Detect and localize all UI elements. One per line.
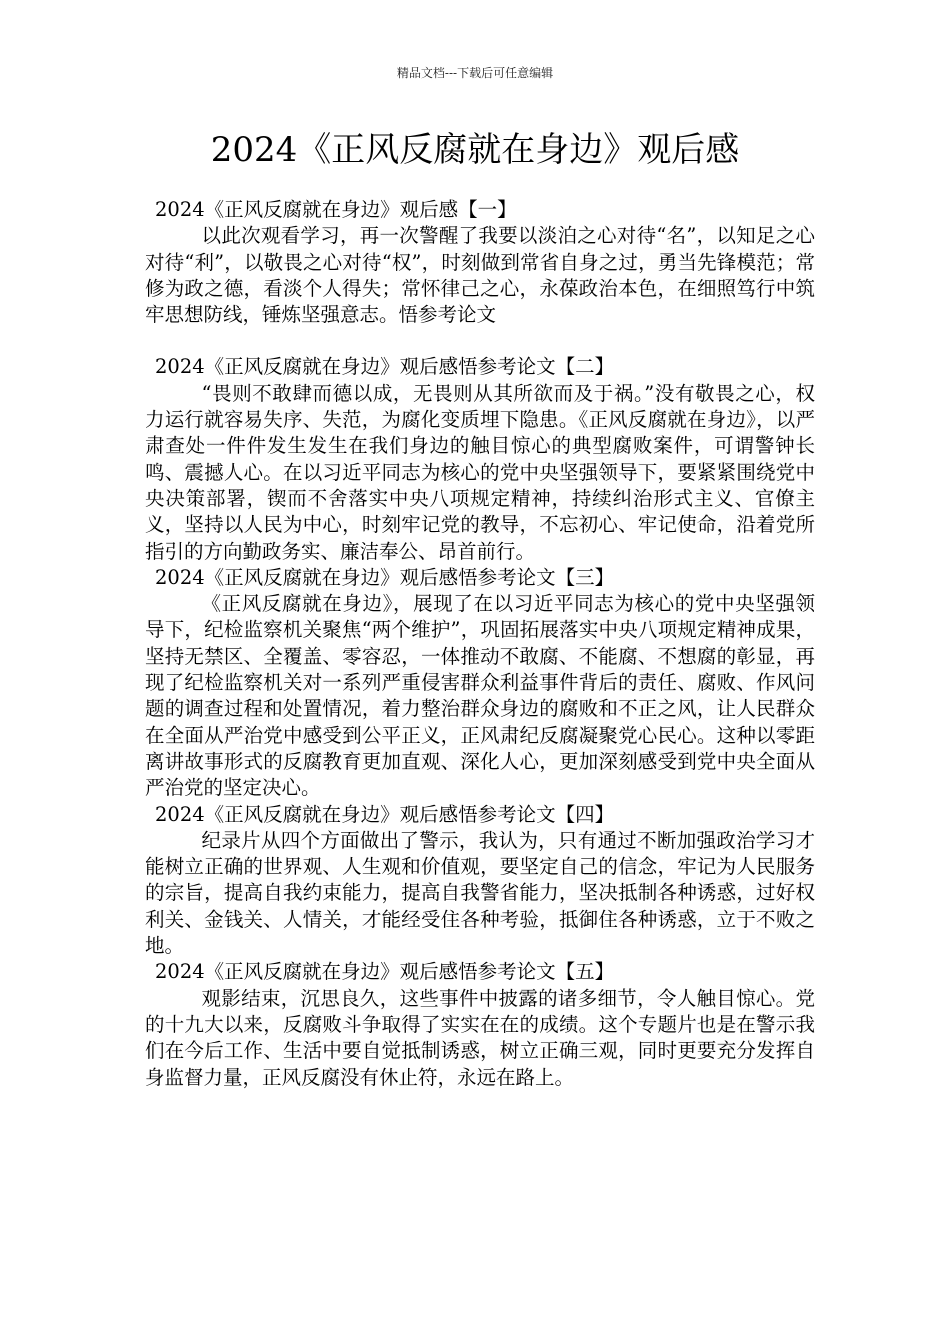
essay-section-4 [145,802,815,960]
section-paragraph: 《正风反腐就在身边》，展现了在以习近平同志为核心的党中央坚强领导下，纪检监察机关聚焦“两个维护”，巩固拓展落实中央八项规定精神成果，坚持无禁区、全覆盖、零容忍，一体推动不敢腐、不能腐、不想腐的彰显，再现了纪检监察机关对一系列严重侵害群众利益事件背后的责任、腐败、作风问题的调查过程和处置情况，着力整治群众身边的腐败和不正之风，让人民群众在全面从严治党中感受到公平正义，正风肃纪反腐凝聚党心民心。这种以零距离讲故事形式的反腐教育更加直观、深化人心，更加深刻感受到党中央全面从严治党的坚定决心。 [145,592,815,800]
section-heading: 2024《正风反腐就在身边》观后感悟参考论文【二】 [155,355,615,379]
essay-section-1 [145,197,815,328]
section-paragraph: 观影结束，沉思良久，这些事件中披露的诸多细节，令人触目惊心。党的十九大以来，反腐败斗争取得了实实在在的成绩。这个专题片也是在警示我们在今后工作、生活中要自觉抵制诱惑，树立正确三观，同时更要充分发挥自身监督力量，正风反腐没有休止符，永远在路上。 [145,986,815,1089]
essay-section-2 [145,354,815,564]
section-paragraph: 以此次观看学习，再一次警醒了我要以淡泊之心对待“名”，以知足之心对待“利”，以敬畏之心对待“权”，时刻做到常省自身之过，勇当先锋模范；常修为政之德，看淡个人得失；常怀律己之心，永葆政治本色，在细照笃行中筑牢思想防线，锤炼坚强意志。悟参考论文 [145,224,815,327]
document-title: 2024《正风反腐就在身边》观后感 [210,130,740,170]
section-heading: 2024《正风反腐就在身边》观后感【一】 [155,198,517,221]
blank-line [145,328,815,354]
section-heading: 2024《正风反腐就在身边》观后感悟参考论文【五】 [155,960,615,984]
section-paragraph: “畏则不敢肆而德以成，无畏则从其所欲而及于祸。”没有敬畏之心，权力运行就容易失序、失范，为腐化变质埋下隐患。《正风反腐就在身边》，以严肃查处一件件发生发生在我们身边的触目惊心的典型腐败案件，可谓警钟长鸣、震撼人心。在以习近平同志为核心的党中央坚强领导下，要紧紧围绕党中央决策部署，锲而不舍落实中央八项规定精神，持续纠治形式主义、官僚主义，坚持以人民为中心，时刻牢记党的教导，不忘初心、牢记使命，沿着党所指引的方向勤政务实、廉洁奉公、昂首前行。 [145,381,815,563]
essay-section-5 [145,959,815,1090]
section-paragraph: 纪录片从四个方面做出了警示，我认为，只有通过不断加强政治学习才能树立正确的世界观、人生观和价值观，要坚定自己的信念，牢记为人民服务的宗旨，提高自我约束能力，提高自我警省能力，坚决抵制各种诱惑，过好权利关、金钱关、人情关，才能经受住各种考验，抵御住各种诱惑，立于不败之地。 [145,828,815,958]
section-heading: 2024《正风反腐就在身边》观后感悟参考论文【四】 [155,802,615,826]
page-header-note: 精品文档---下载后可任意编辑 [396,66,554,80]
document-body [145,197,815,1091]
section-heading: 2024《正风反腐就在身边》观后感悟参考论文【三】 [155,565,615,589]
essay-section-3 [145,565,815,802]
